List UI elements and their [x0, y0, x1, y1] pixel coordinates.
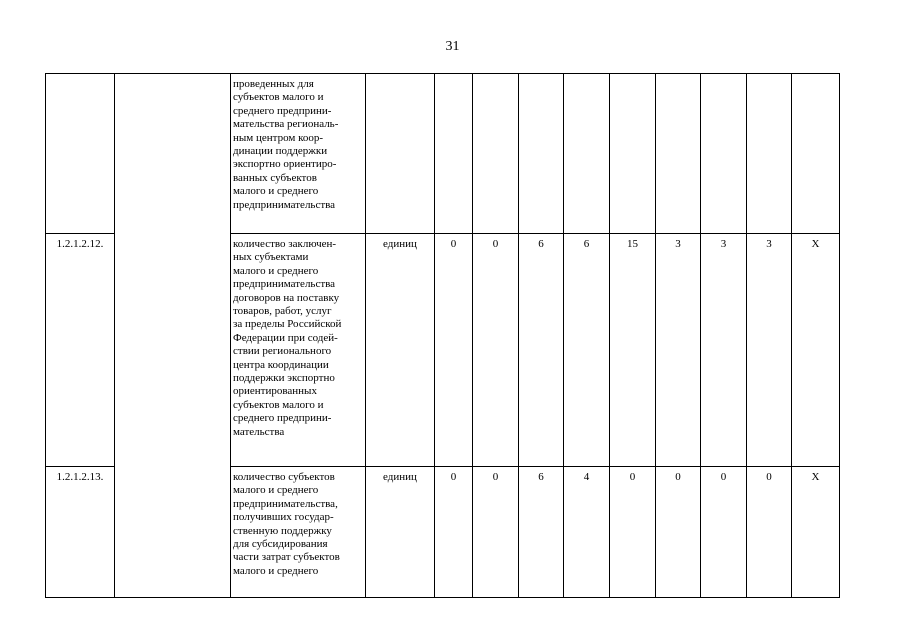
indicator-text-line: ных субъектами — [233, 251, 309, 264]
value-cell — [473, 74, 519, 234]
value-cell — [701, 74, 747, 234]
indicator-text-line: субъектов малого и — [233, 91, 324, 104]
row-code-cell — [46, 74, 115, 234]
indicator-text-line: мательства региональ- — [233, 118, 339, 131]
indicator-text-line: количество субъектов — [233, 471, 335, 483]
value-cell: X — [792, 467, 840, 598]
indicator-text-line: малого и среднего — [233, 484, 319, 497]
indicators-table — [45, 73, 840, 598]
indicator-text-line: динации поддержки — [233, 145, 328, 158]
indicator-text-line: получивших государ- — [233, 511, 334, 524]
indicator-text-line: среднего предприни- — [233, 104, 332, 117]
indicator-text-cell — [231, 74, 366, 234]
indicator-text-line: среднего предприни- — [233, 412, 332, 425]
row-code-cell: 1.2.1.2.12. — [46, 234, 115, 467]
table-row — [46, 74, 840, 234]
indicator-text-line: ванных субъектов — [233, 171, 317, 184]
indicator-text-line: договоров на поставку — [233, 291, 340, 304]
value-cell: 0 — [656, 467, 701, 598]
indicator-text-line: товаров, работ, услуг — [233, 305, 332, 318]
value-cell: 0 — [435, 467, 473, 598]
unit-cell — [366, 74, 435, 234]
row-code-cell: 1.2.1.2.13. — [46, 467, 115, 598]
value-cell — [610, 74, 656, 234]
unit-cell: единиц — [366, 234, 435, 467]
value-cell: 6 — [519, 234, 564, 467]
value-cell — [747, 74, 792, 234]
indicator-text-cell — [231, 234, 366, 467]
value-cell: 4 — [564, 467, 610, 598]
value-cell: 0 — [435, 234, 473, 467]
value-cell — [792, 74, 840, 234]
value-cell: 0 — [610, 467, 656, 598]
indicator-text-line: мательства — [233, 425, 285, 438]
page-number: 31 — [445, 39, 460, 54]
indicator-text-line: ственную поддержку — [233, 524, 332, 537]
indicator-text-line: предпринимательства, — [233, 497, 338, 510]
value-cell — [564, 74, 610, 234]
indicator-text-line: ориентированных — [233, 385, 317, 398]
value-cell: 0 — [473, 234, 519, 467]
indicator-text-line: ствии регионального — [233, 345, 332, 358]
indicator-text-line: предпринимательства — [233, 278, 336, 291]
indicator-text-line: части затрат субъектов — [233, 551, 340, 564]
value-cell: 6 — [519, 467, 564, 598]
indicator-text-cell — [231, 467, 366, 598]
indicator-text-line: малого и среднего — [233, 264, 319, 277]
value-cell: 3 — [701, 234, 747, 467]
value-cell: 15 — [610, 234, 656, 467]
value-cell: 3 — [747, 234, 792, 467]
value-cell: 0 — [701, 467, 747, 598]
value-cell: 3 — [656, 234, 701, 467]
value-cell: X — [792, 234, 840, 467]
indicator-text-line: количество заключен- — [233, 238, 337, 250]
value-cell: 0 — [473, 467, 519, 598]
indicator-text-line: Федерации при содей- — [233, 331, 338, 344]
indicator-text-line: ным центром коор- — [233, 131, 324, 144]
indicator-text-line: предпринимательства — [233, 198, 336, 211]
indicator-text-line: малого и среднего — [233, 185, 319, 198]
indicator-text-line: проведенных для — [233, 78, 314, 90]
value-cell — [656, 74, 701, 234]
unit-cell: единиц — [366, 467, 435, 598]
indicator-text-line: малого и среднего — [233, 564, 319, 577]
indicator-text-line: за пределы Российской — [233, 318, 342, 331]
merged-empty-cell — [115, 74, 231, 598]
indicator-text-line: субъектов малого и — [233, 398, 324, 411]
indicator-text-line: центра координации — [233, 358, 329, 371]
value-cell — [519, 74, 564, 234]
indicator-text-line: поддержки экспортно — [233, 372, 335, 385]
indicator-text-line: для субсидирования — [233, 538, 328, 551]
value-cell: 0 — [747, 467, 792, 598]
indicator-text-line: экспортно ориентиро- — [233, 158, 337, 171]
value-cell — [435, 74, 473, 234]
value-cell: 6 — [564, 234, 610, 467]
